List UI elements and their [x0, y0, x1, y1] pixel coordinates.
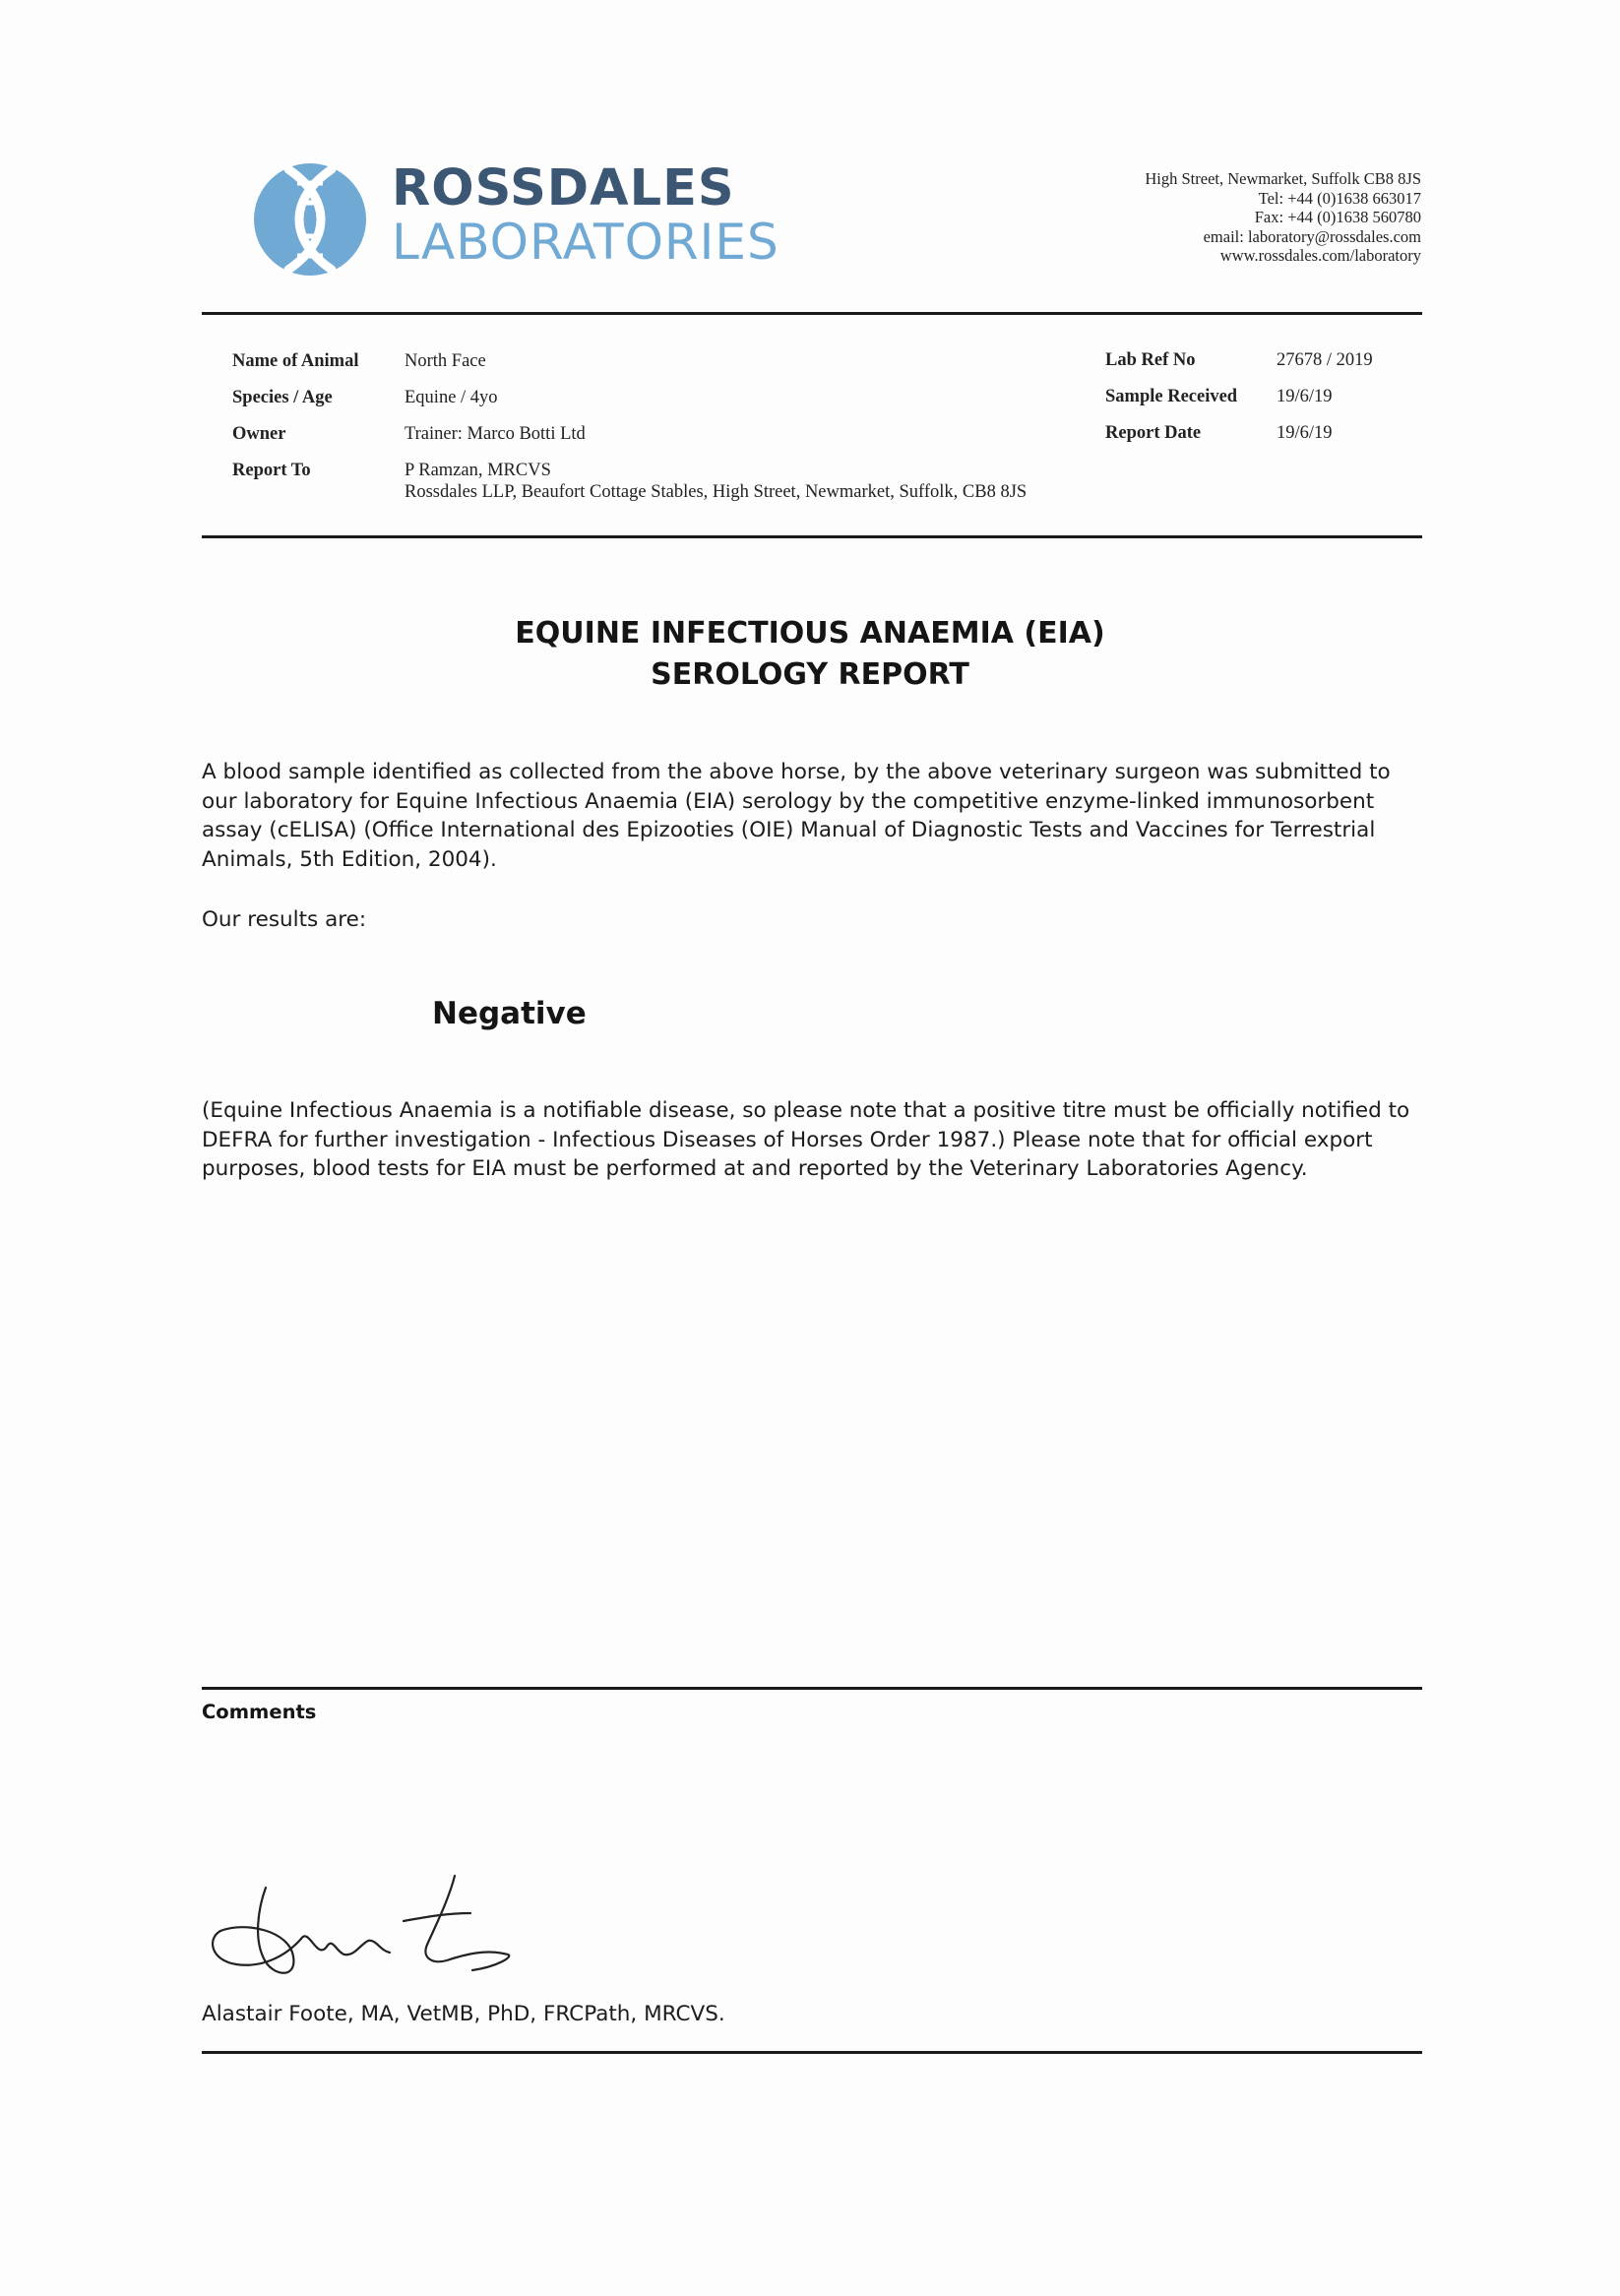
- info-value-report-date: 19/6/19: [1277, 423, 1333, 443]
- test-result: Negative: [432, 996, 587, 1031]
- signer-name: Alastair Foote, MA, VetMB, PhD, FRCPath, MRCVS.: [202, 2002, 725, 2026]
- info-label-owner: Owner: [232, 424, 286, 444]
- info-label-report-date: Report Date: [1105, 423, 1202, 443]
- report-title-line-1: EQUINE INFECTIOUS ANAEMIA (EIA): [515, 616, 1105, 651]
- dna-helix-icon: [251, 159, 369, 279]
- info-value-sample-received: 19/6/19: [1277, 387, 1333, 406]
- info-value-lab-ref: 27678 / 2019: [1277, 350, 1373, 370]
- contact-tel: Tel: +44 (0)1638 663017: [1258, 188, 1421, 208]
- notice-paragraph: (Equine Infectious Anaemia is a notifiable disease, so please note that a positive titre must be officially notified to DEFRA for further investigation - Infectious Diseases of Horses Order 1987.) Please note that for official export purposes, blood tests for EIA must be performed at and reported by the Veterinary Laboratories Agency.: [202, 1098, 1410, 1181]
- comments-divider: [202, 1687, 1422, 1690]
- contact-website: www.rossdales.com/laboratory: [1219, 246, 1421, 265]
- info-label-sample-received: Sample Received: [1105, 387, 1238, 406]
- info-label-lab-ref: Lab Ref No: [1105, 350, 1196, 370]
- info-value-name: North Face: [405, 351, 486, 371]
- footer-divider: [202, 2051, 1422, 2054]
- handwritten-signature: [207, 1870, 522, 1998]
- report-title-line-2: SEROLOGY REPORT: [651, 657, 969, 692]
- contact-email: email: laboratory@rossdales.com: [1203, 226, 1421, 246]
- info-label-species: Species / Age: [232, 388, 333, 407]
- info-label-name: Name of Animal: [232, 351, 359, 371]
- info-label-report-to: Report To: [232, 461, 311, 480]
- info-value-report-to: P Ramzan, MRCVS: [405, 461, 551, 480]
- info-value-species: Equine / 4yo: [405, 388, 498, 407]
- brand-line-2: LABORATORIES: [392, 214, 779, 271]
- brand-name: [392, 159, 779, 271]
- intro-paragraph: A blood sample identified as collected from the above horse, by the above veterinary surgeon was submitted to our laboratory for Equine Infectious Anaemia (EIA) serology by the competitive enzyme-linked immunosorbent assay (cELISA) (Office International des Epizooties (OIE) Manual of Diagnostic Tests and Vaccines for Terrestrial Animals, 5th Edition, 2004).: [202, 760, 1391, 872]
- brand-line-1: ROSSDALES: [392, 159, 735, 217]
- header-divider: [202, 312, 1422, 315]
- contact-details: [1145, 169, 1421, 266]
- info-divider: [202, 535, 1422, 538]
- comments-label: Comments: [202, 1701, 317, 1723]
- contact-fax: Fax: +44 (0)1638 560780: [1254, 208, 1421, 226]
- contact-address: High Street, Newmarket, Suffolk CB8 8JS: [1145, 169, 1421, 188]
- info-value-owner: Trainer: Marco Botti Ltd: [405, 424, 586, 444]
- info-value-report-to-address: Rossdales LLP, Beaufort Cottage Stables, High Street, Newmarket, Suffolk, CB8 8JS: [405, 482, 1028, 502]
- results-intro: Our results are:: [202, 907, 367, 932]
